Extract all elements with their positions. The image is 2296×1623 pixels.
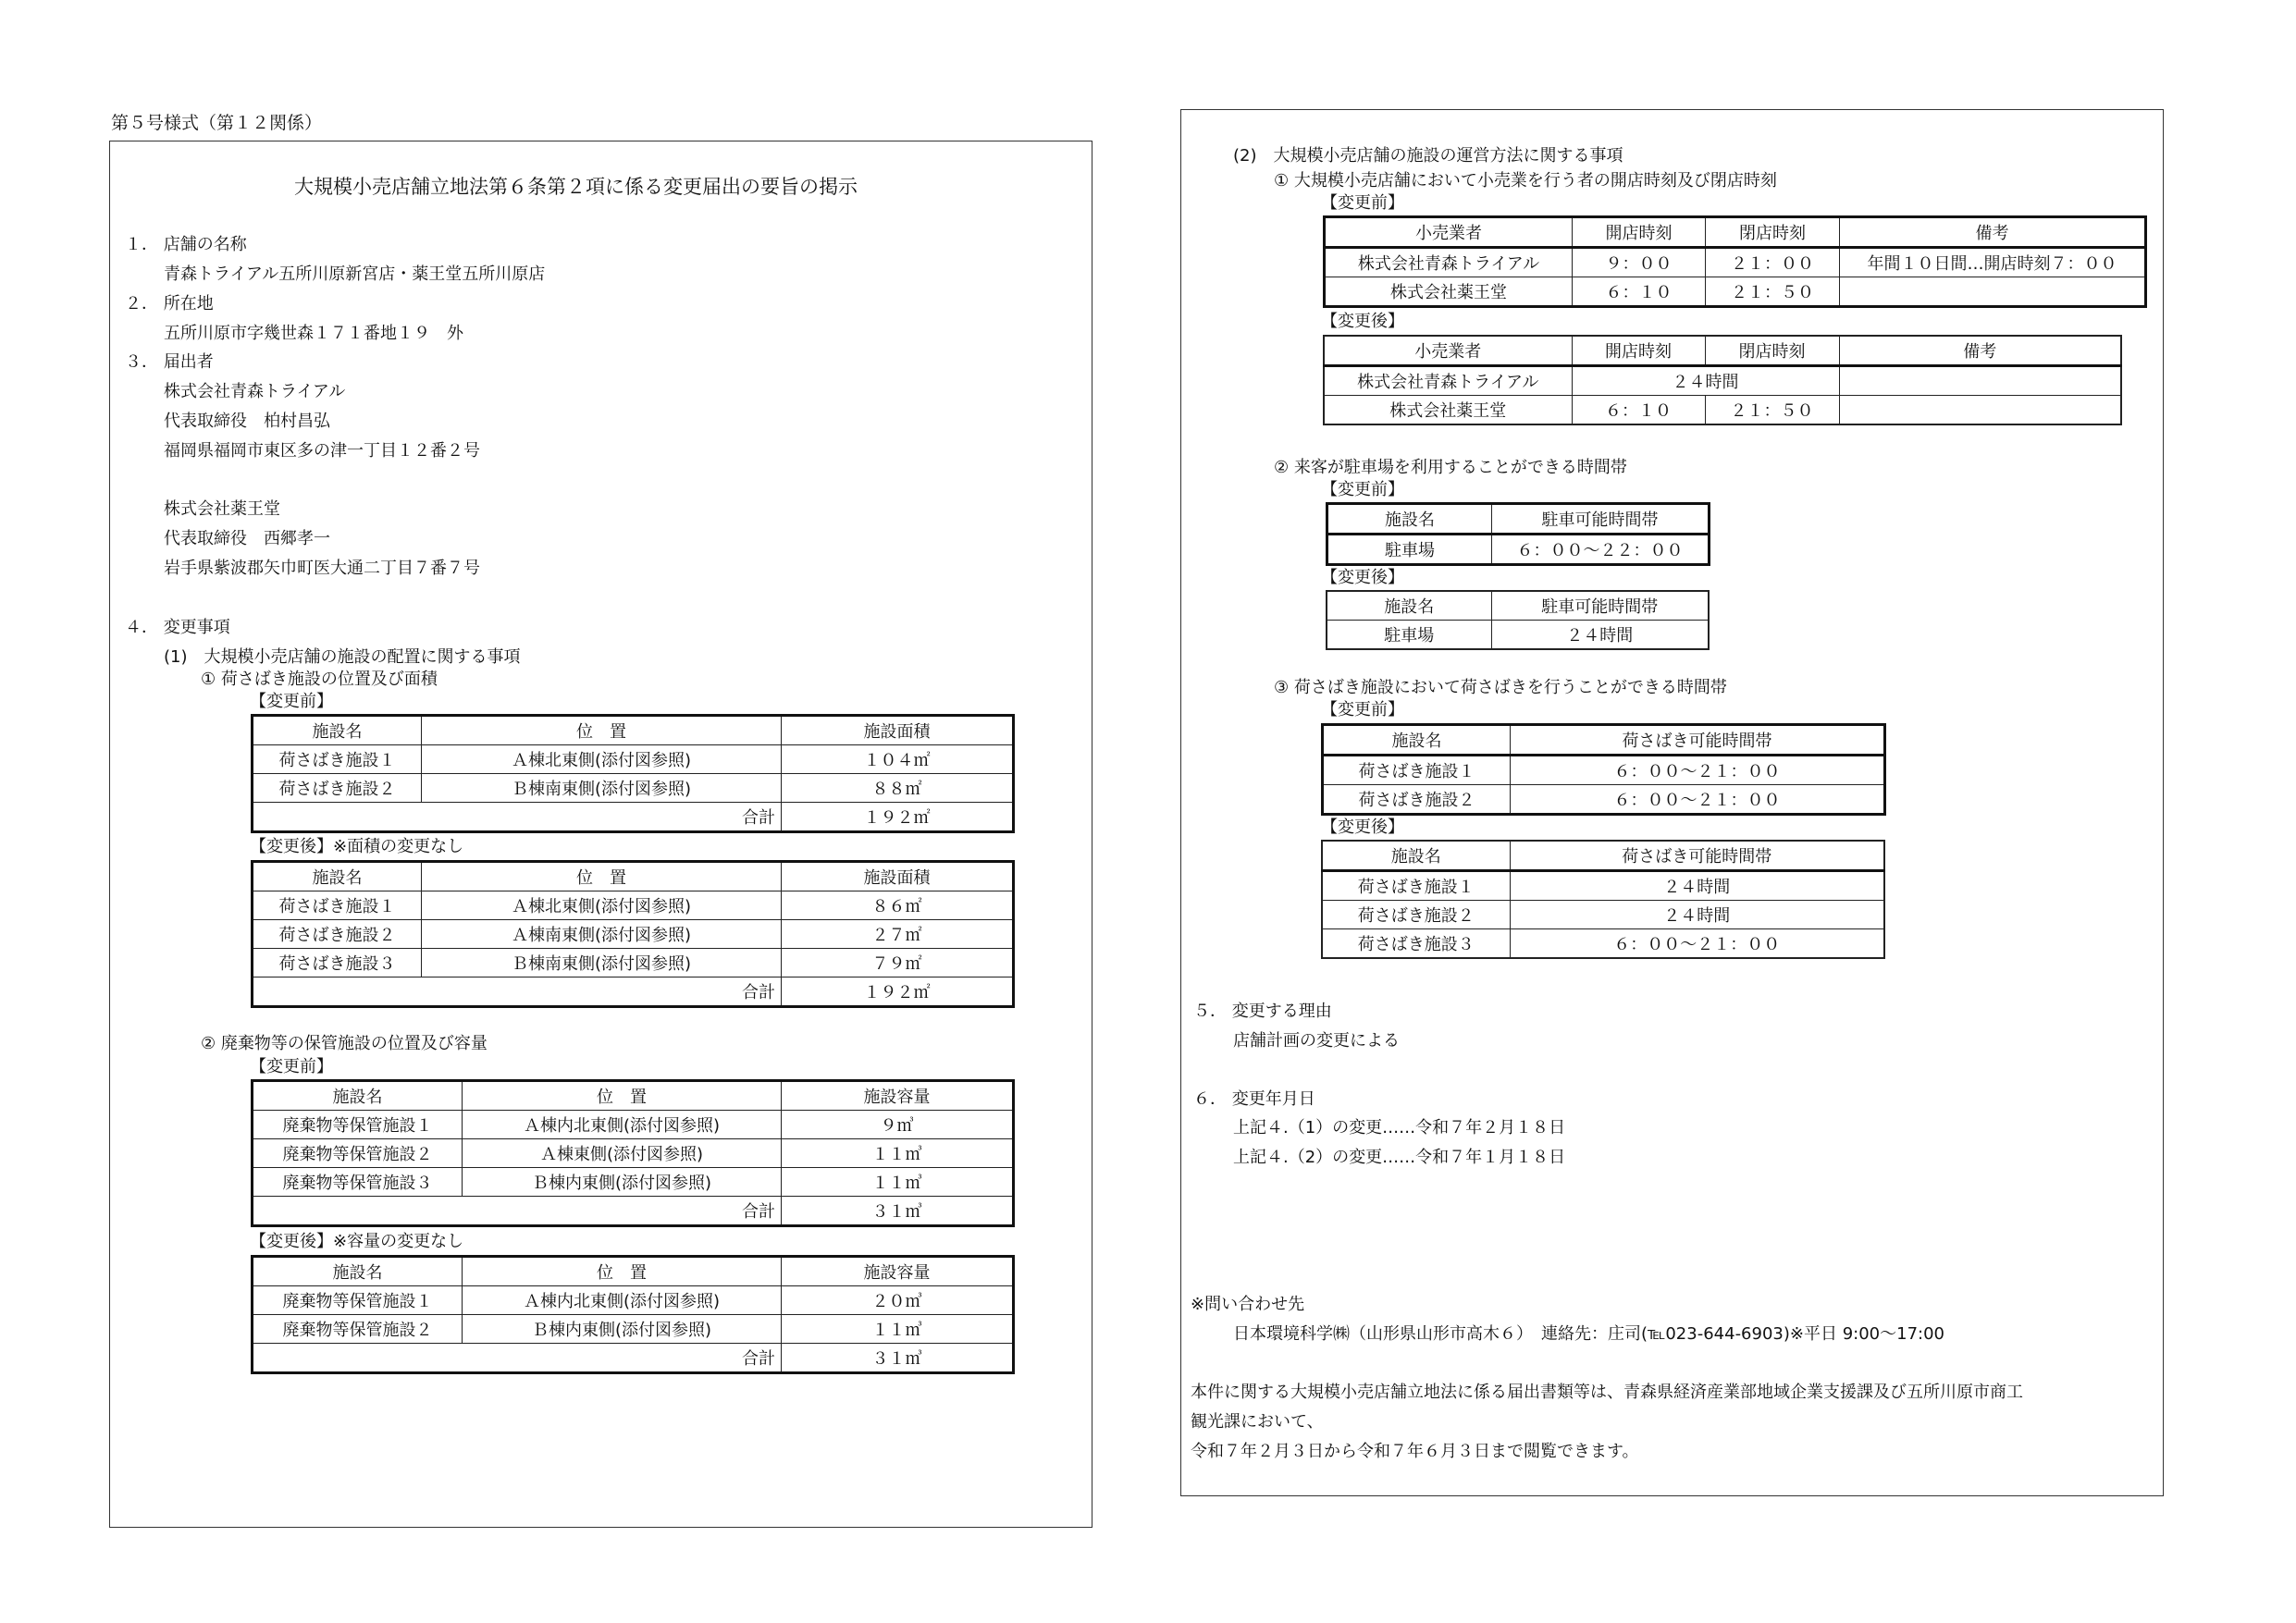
section-2-heading: ２． 所在地 — [125, 294, 214, 314]
waste-capacity-before-table — [251, 1079, 1015, 1227]
form-number: 第５号様式（第１２関係） — [111, 113, 323, 133]
table-row: 株式会社薬王堂 ６：１０ ２１：５０ — [1324, 396, 2121, 425]
col-header-facility: 施設名 — [1327, 504, 1492, 535]
section-4-1-1-heading: ① 荷さばき施設の位置及び面積 — [201, 670, 438, 689]
table-row: 廃棄物等保管施設１ Ａ棟内北東側(添付図参照) ９㎥ — [253, 1111, 1014, 1139]
change-reason: 店舗計画の変更による — [1233, 1031, 1400, 1051]
contact-info: 日本環境科学㈱（山形県山形市高木６） 連絡先：庄司(℡023-644-6903)※平日 9:00～17:00 — [1233, 1324, 1944, 1344]
col-header-position: 位 置 — [422, 716, 782, 745]
notifier2-address: 岩手県紫波郡矢巾町医大通二丁目７番７号 — [164, 559, 480, 578]
col-header-open: 開店時刻 — [1573, 217, 1706, 248]
table-row: 駐車場 ２４時間 — [1327, 621, 1709, 650]
table-row: 株式会社青森トライアル ２４時間 — [1324, 366, 2121, 396]
table-row: 株式会社青森トライアル ９：００ ２１：００ 年間１０日間…開店時刻７：００ — [1325, 248, 2146, 277]
parking-before-table — [1326, 502, 1710, 566]
section-4-2-1-heading: ① 大規模小売店舗において小売業を行う者の開店時刻及び閉店時刻 — [1274, 171, 1777, 191]
store-hours-before-table — [1323, 215, 2147, 308]
col-header-position: 位 置 — [422, 862, 782, 891]
loading-area-after-table — [251, 860, 1015, 1008]
loading-hours-before-table — [1321, 723, 1886, 816]
total-row: 合計 ３１㎥ — [253, 1344, 1014, 1373]
table-row: 荷さばき施設２ ２４時間 — [1322, 901, 1884, 929]
notice-line-3: 令和７年２月３日から令和７年６月３日まで閲覧できます。 — [1191, 1442, 1639, 1461]
section-4-2-heading: (2) 大規模小売店舗の施設の運営方法に関する事項 — [1233, 146, 1623, 166]
change-date-1: 上記４.（1）の変更……令和７年２月１８日 — [1233, 1118, 1566, 1137]
section-1-heading: １． 店舗の名称 — [125, 235, 247, 254]
loading-area-before-table — [251, 714, 1015, 833]
waste-capacity-after-table — [251, 1255, 1015, 1374]
col-header-capacity: 施設容量 — [782, 1081, 1014, 1111]
parking-after-table — [1326, 590, 1710, 650]
hours-before-label: 【変更前】 — [1321, 193, 1404, 213]
notifier1-company: 株式会社青森トライアル — [164, 382, 346, 401]
table-row: 廃棄物等保管施設２ Ｂ棟内東側(添付図参照) １１㎥ — [253, 1315, 1014, 1344]
section-3-heading: ３． 届出者 — [125, 352, 214, 372]
total-row: 合計 １９２㎡ — [253, 977, 1014, 1007]
table-row: 荷さばき施設１ Ａ棟北東側(添付図参照) ８６㎡ — [253, 891, 1014, 920]
table-row: 廃棄物等保管施設１ Ａ棟内北東側(添付図参照) ２０㎥ — [253, 1286, 1014, 1315]
table-row: 荷さばき施設２ Ａ棟南東側(添付図参照) ２７㎡ — [253, 920, 1014, 949]
total-row: 合計 ３１㎥ — [253, 1197, 1014, 1226]
col-header-name: 施設名 — [253, 1081, 463, 1111]
notifier2-company: 株式会社薬王堂 — [164, 499, 280, 519]
col-header-area: 施設面積 — [782, 716, 1014, 745]
store-hours-after-table — [1323, 335, 2122, 425]
col-header-name: 施設名 — [253, 1257, 463, 1286]
loading-hours-before-label: 【変更前】 — [1321, 700, 1404, 719]
table-row: 荷さばき施設１ ６：００～２１：００ — [1323, 756, 1885, 785]
loading-hours-after-label: 【変更後】 — [1321, 818, 1404, 837]
loading-after-label: 【変更後】※面積の変更なし — [250, 837, 464, 856]
table-row: 荷さばき施設２ Ｂ棟南東側(添付図参照) ８８㎡ — [253, 774, 1014, 803]
notice-line-1: 本件に関する大規模小売店舗立地法に係る届出書類等は、青森県経済産業部地域企業支援課及び五所川原市商工 — [1191, 1383, 2023, 1402]
waste-before-label: 【変更前】 — [250, 1057, 333, 1076]
change-date-2: 上記４.（2）の変更……令和７年１月１８日 — [1233, 1148, 1566, 1167]
col-header-remarks: 備考 — [1839, 336, 2121, 366]
notifier1-address: 福岡県福岡市東区多の津一丁目１２番２号 — [164, 441, 480, 461]
col-header-capacity: 施設容量 — [782, 1257, 1014, 1286]
hours-after-label: 【変更後】 — [1321, 312, 1404, 331]
section-4-heading: ４． 変更事項 — [125, 618, 230, 637]
section-4-2-3-heading: ③ 荷さばき施設において荷さばきを行うことができる時間帯 — [1274, 678, 1727, 697]
table-row: 株式会社薬王堂 ６：１０ ２１：５０ — [1325, 277, 2146, 307]
loading-hours-after-table — [1321, 840, 1885, 959]
table-row: 荷さばき施設１ ２４時間 — [1322, 871, 1884, 901]
table-row: 荷さばき施設１ Ａ棟北東側(添付図参照) １０４㎡ — [253, 745, 1014, 774]
col-header-retailer: 小売業者 — [1325, 217, 1573, 248]
col-header-name: 施設名 — [253, 716, 422, 745]
store-name: 青森トライアル五所川原新宮店・薬王堂五所川原店 — [164, 264, 546, 284]
notifier2-representative: 代表取締役 西郷孝一 — [164, 529, 330, 548]
section-6-heading: ６． 変更年月日 — [1193, 1089, 1315, 1109]
section-4-1-heading: (1) 大規模小売店舗の施設の配置に関する事項 — [164, 647, 521, 667]
col-header-position: 位 置 — [463, 1257, 782, 1286]
table-row: 荷さばき施設２ ６：００～２１：００ — [1323, 785, 1885, 815]
notifier1-representative: 代表取締役 柏村昌弘 — [164, 412, 330, 431]
col-header-remarks: 備考 — [1840, 217, 2146, 248]
table-row: 廃棄物等保管施設３ Ｂ棟内東側(添付図参照) １１㎥ — [253, 1168, 1014, 1197]
col-header-open: 開店時刻 — [1572, 336, 1705, 366]
col-header-close: 閉店時刻 — [1706, 217, 1840, 248]
table-row: 荷さばき施設３ ６：００～２１：００ — [1322, 929, 1884, 959]
waste-after-label: 【変更後】※容量の変更なし — [250, 1232, 464, 1251]
document-title: 大規模小売店舗立地法第６条第２項に係る変更届出の要旨の掲示 — [294, 176, 858, 198]
table-row: 駐車場 ６：００～２２：００ — [1327, 535, 1710, 565]
col-header-position: 位 置 — [463, 1081, 782, 1111]
col-header-close: 閉店時刻 — [1705, 336, 1839, 366]
parking-after-label: 【変更後】 — [1321, 568, 1404, 587]
store-address: 五所川原市字幾世森１７１番地１９ 外 — [164, 324, 463, 343]
col-header-loading-hours: 荷さばき可能時間帯 — [1511, 725, 1885, 756]
col-header-retailer: 小売業者 — [1324, 336, 1572, 366]
col-header-name: 施設名 — [253, 862, 422, 891]
col-header-loading-hours: 荷さばき可能時間帯 — [1510, 841, 1884, 871]
table-row: 廃棄物等保管施設２ Ａ棟東側(添付図参照) １１㎥ — [253, 1139, 1014, 1168]
section-4-1-2-heading: ② 廃棄物等の保管施設の位置及び容量 — [201, 1034, 488, 1053]
notice-line-2: 観光課において、 — [1191, 1412, 1324, 1432]
section-4-2-2-heading: ② 来客が駐車場を利用することができる時間帯 — [1274, 458, 1627, 477]
col-header-facility: 施設名 — [1323, 725, 1511, 756]
table-row: 荷さばき施設３ Ｂ棟南東側(添付図参照) ７９㎡ — [253, 949, 1014, 977]
parking-before-label: 【変更前】 — [1321, 480, 1404, 499]
col-header-parking-hours: 駐車可能時間帯 — [1491, 591, 1709, 621]
col-header-facility: 施設名 — [1327, 591, 1491, 621]
col-header-parking-hours: 駐車可能時間帯 — [1492, 504, 1710, 535]
col-header-area: 施設面積 — [782, 862, 1014, 891]
loading-before-label: 【変更前】 — [250, 692, 333, 711]
contact-heading: ※問い合わせ先 — [1191, 1295, 1305, 1314]
col-header-facility: 施設名 — [1322, 841, 1510, 871]
total-row: 合計 １９２㎡ — [253, 803, 1014, 832]
section-5-heading: ５． 変更する理由 — [1193, 1002, 1332, 1021]
